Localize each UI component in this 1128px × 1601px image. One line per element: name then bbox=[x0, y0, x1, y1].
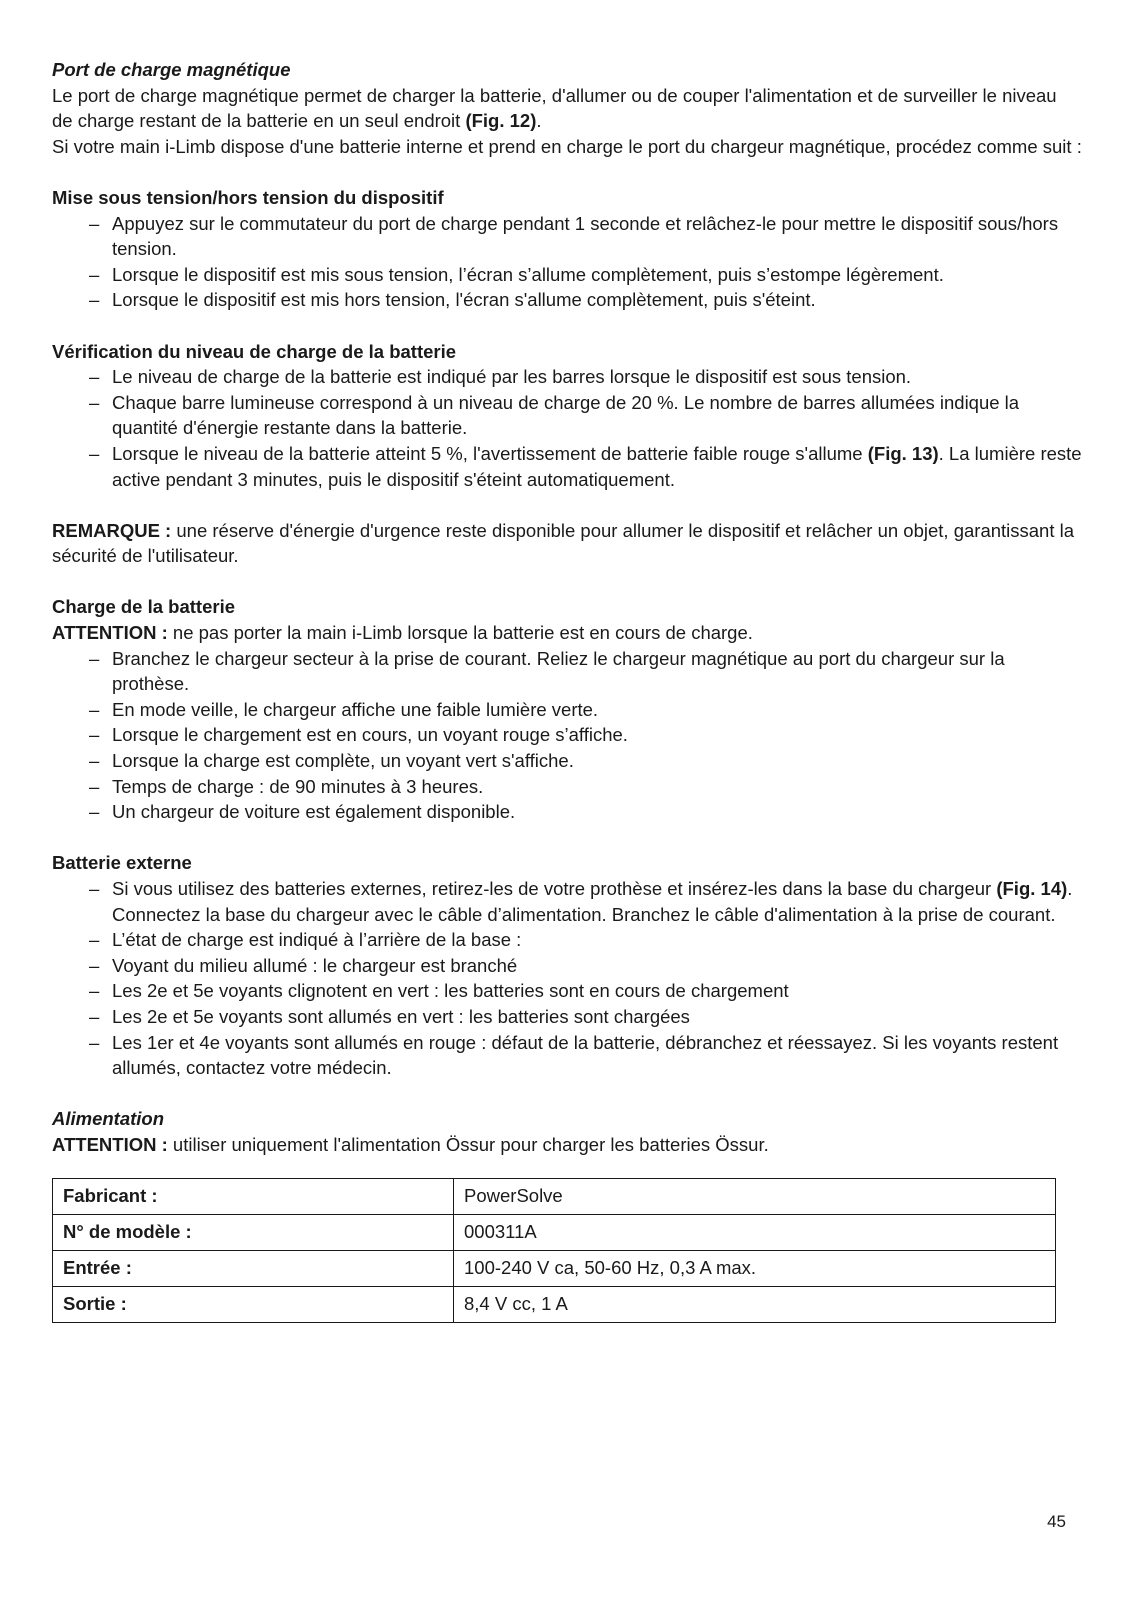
list-item: – Branchez le chargeur secteur à la prise de courant. Reliez le chargeur magnétique au port du chargeur sur la prothèse. bbox=[52, 646, 1082, 697]
list-item: – Lorsque le dispositif est mis hors tension, l'écran s'allume complètement, puis s'éteint. bbox=[52, 287, 1082, 313]
list-item: – Les 1er et 4e voyants sont allumés en rouge : défaut de la batterie, débranchez et réessayez. Si les voyants restent allumés, contactez votre médecin. bbox=[52, 1030, 1082, 1081]
list-item: – Les 2e et 5e voyants sont allumés en vert : les batteries sont chargées bbox=[52, 1004, 1082, 1030]
power-supply-section bbox=[52, 1106, 1082, 1322]
figure-ref-14: (Fig. 14) bbox=[996, 878, 1068, 899]
battery-level-section bbox=[52, 339, 1082, 493]
charging-list bbox=[52, 646, 1082, 825]
table-row bbox=[53, 1178, 1056, 1214]
document-page bbox=[52, 57, 1082, 1323]
warning-label: ATTENTION : bbox=[52, 622, 168, 644]
section-title-magnetic-port: Port de charge magnétique bbox=[52, 59, 291, 80]
warning-text: ne pas porter la main i-Limb lorsque la batterie est en cours de charge. bbox=[167, 622, 753, 644]
charging-warning bbox=[52, 620, 1082, 646]
list-item: – L’état de charge est indiqué à l’arrière de la base : bbox=[52, 927, 1082, 953]
spec-value: 000311A bbox=[454, 1214, 1056, 1250]
external-battery-list bbox=[52, 876, 1082, 1081]
table-row bbox=[53, 1214, 1056, 1250]
magnetic-port-instructions: Si votre main i-Limb dispose d'une batterie interne et prend en charge le port du chargeur magnétique, procédez comme suit : bbox=[52, 135, 1082, 157]
warning-text: utiliser uniquement l'alimentation Össur pour charger les batteries Össur. bbox=[167, 1133, 769, 1155]
external-battery-section bbox=[52, 850, 1082, 1080]
list-item: – Temps de charge : de 90 minutes à 3 heures. bbox=[52, 774, 1082, 800]
section-title-power: Mise sous tension/hors tension du dispositif bbox=[52, 186, 444, 208]
remark-section bbox=[52, 518, 1082, 569]
figure-ref-12: (Fig. 12) bbox=[465, 110, 537, 132]
warning-label: ATTENTION : bbox=[52, 1133, 168, 1155]
power-supply-warning bbox=[52, 1132, 1082, 1158]
spec-key: Entrée : bbox=[53, 1250, 454, 1286]
power-section bbox=[52, 185, 1082, 313]
remark-label: REMARQUE : bbox=[52, 519, 172, 541]
table-row bbox=[53, 1286, 1056, 1322]
magnetic-port-text-end: . bbox=[536, 110, 542, 132]
list-item: – Le niveau de charge de la batterie est indiqué par les barres lorsque le dispositif est sous tension. bbox=[52, 364, 1082, 390]
section-title-charging: Charge de la batterie bbox=[52, 596, 236, 618]
remark-note bbox=[52, 518, 1082, 569]
list-item: – Lorsque le dispositif est mis sous tension, l’écran s’allume complètement, puis s’estompe légèrement. bbox=[52, 262, 1082, 288]
list-item: – Appuyez sur le commutateur du port de charge pendant 1 seconde et relâchez-le pour mettre le dispositif sous/hors tension. bbox=[52, 211, 1082, 262]
list-item: – Un chargeur de voiture est également disponible. bbox=[52, 799, 1082, 825]
list-item-text: Lorsque le niveau de la batterie atteint 5 %, l'avertissement de batterie faible rouge s'allume bbox=[112, 442, 868, 464]
spec-value: 8,4 V cc, 1 A bbox=[454, 1286, 1056, 1322]
charging-section bbox=[52, 594, 1082, 824]
list-item-text: Si vous utilisez des batteries externes, retirez-les de votre prothèse et insérez-les dans la base du chargeur bbox=[112, 878, 997, 899]
section-title-external-battery: Batterie externe bbox=[52, 852, 192, 874]
list-item: – Chaque barre lumineuse correspond à un niveau de charge de 20 %. Le nombre de barres allumées indique la quantité d'énergie restante dans la batterie. bbox=[52, 390, 1082, 441]
power-supply-spec-table bbox=[52, 1178, 1056, 1323]
table-row bbox=[53, 1250, 1056, 1286]
magnetic-port-description bbox=[52, 83, 1082, 134]
list-item-text: . La lumière reste active pendant 3 minutes, puis le dispositif s'éteint automatiquement. bbox=[112, 442, 1082, 490]
power-list bbox=[52, 211, 1082, 313]
spec-key: Fabricant : bbox=[53, 1178, 454, 1214]
spec-value: 100-240 V ca, 50-60 Hz, 0,3 A max. bbox=[454, 1250, 1056, 1286]
list-item-text: . Connectez la base du chargeur avec le câble d’alimentation. Branchez le câble d'alimentation à la prise de courant. bbox=[112, 878, 1073, 925]
section-title-power-supply: Alimentation bbox=[52, 1108, 165, 1130]
list-item: – Voyant du milieu allumé : le chargeur est branché bbox=[52, 953, 1082, 979]
battery-level-list bbox=[52, 364, 1082, 492]
spec-key: N° de modèle : bbox=[53, 1214, 454, 1250]
list-item bbox=[52, 876, 1082, 927]
spec-value: PowerSolve bbox=[454, 1178, 1056, 1214]
remark-text: une réserve d'énergie d'urgence reste disponible pour allumer le dispositif et relâcher un objet, garantissant la sécurité de l'utilisateur. bbox=[52, 519, 1075, 567]
spec-key: Sortie : bbox=[53, 1286, 454, 1322]
page-number: 45 bbox=[1047, 1512, 1066, 1531]
section-title-battery-level: Vérification du niveau de charge de la batterie bbox=[52, 340, 457, 362]
magnetic-port-text: Le port de charge magnétique permet de charger la batterie, d'allumer ou de couper l'alimentation et de surveiller le niveau de charge restant de la batterie en un seul endroit bbox=[52, 84, 1057, 132]
magnetic-port-section bbox=[52, 57, 1082, 159]
list-item: – En mode veille, le chargeur affiche une faible lumière verte. bbox=[52, 697, 1082, 723]
list-item: – Les 2e et 5e voyants clignotent en vert : les batteries sont en cours de chargement bbox=[52, 978, 1082, 1004]
list-item: – Lorsque la charge est complète, un voyant vert s'affiche. bbox=[52, 748, 1082, 774]
figure-ref-13: (Fig. 13) bbox=[867, 442, 939, 464]
list-item bbox=[52, 441, 1082, 492]
list-item: – Lorsque le chargement est en cours, un voyant rouge s’affiche. bbox=[52, 722, 1082, 748]
